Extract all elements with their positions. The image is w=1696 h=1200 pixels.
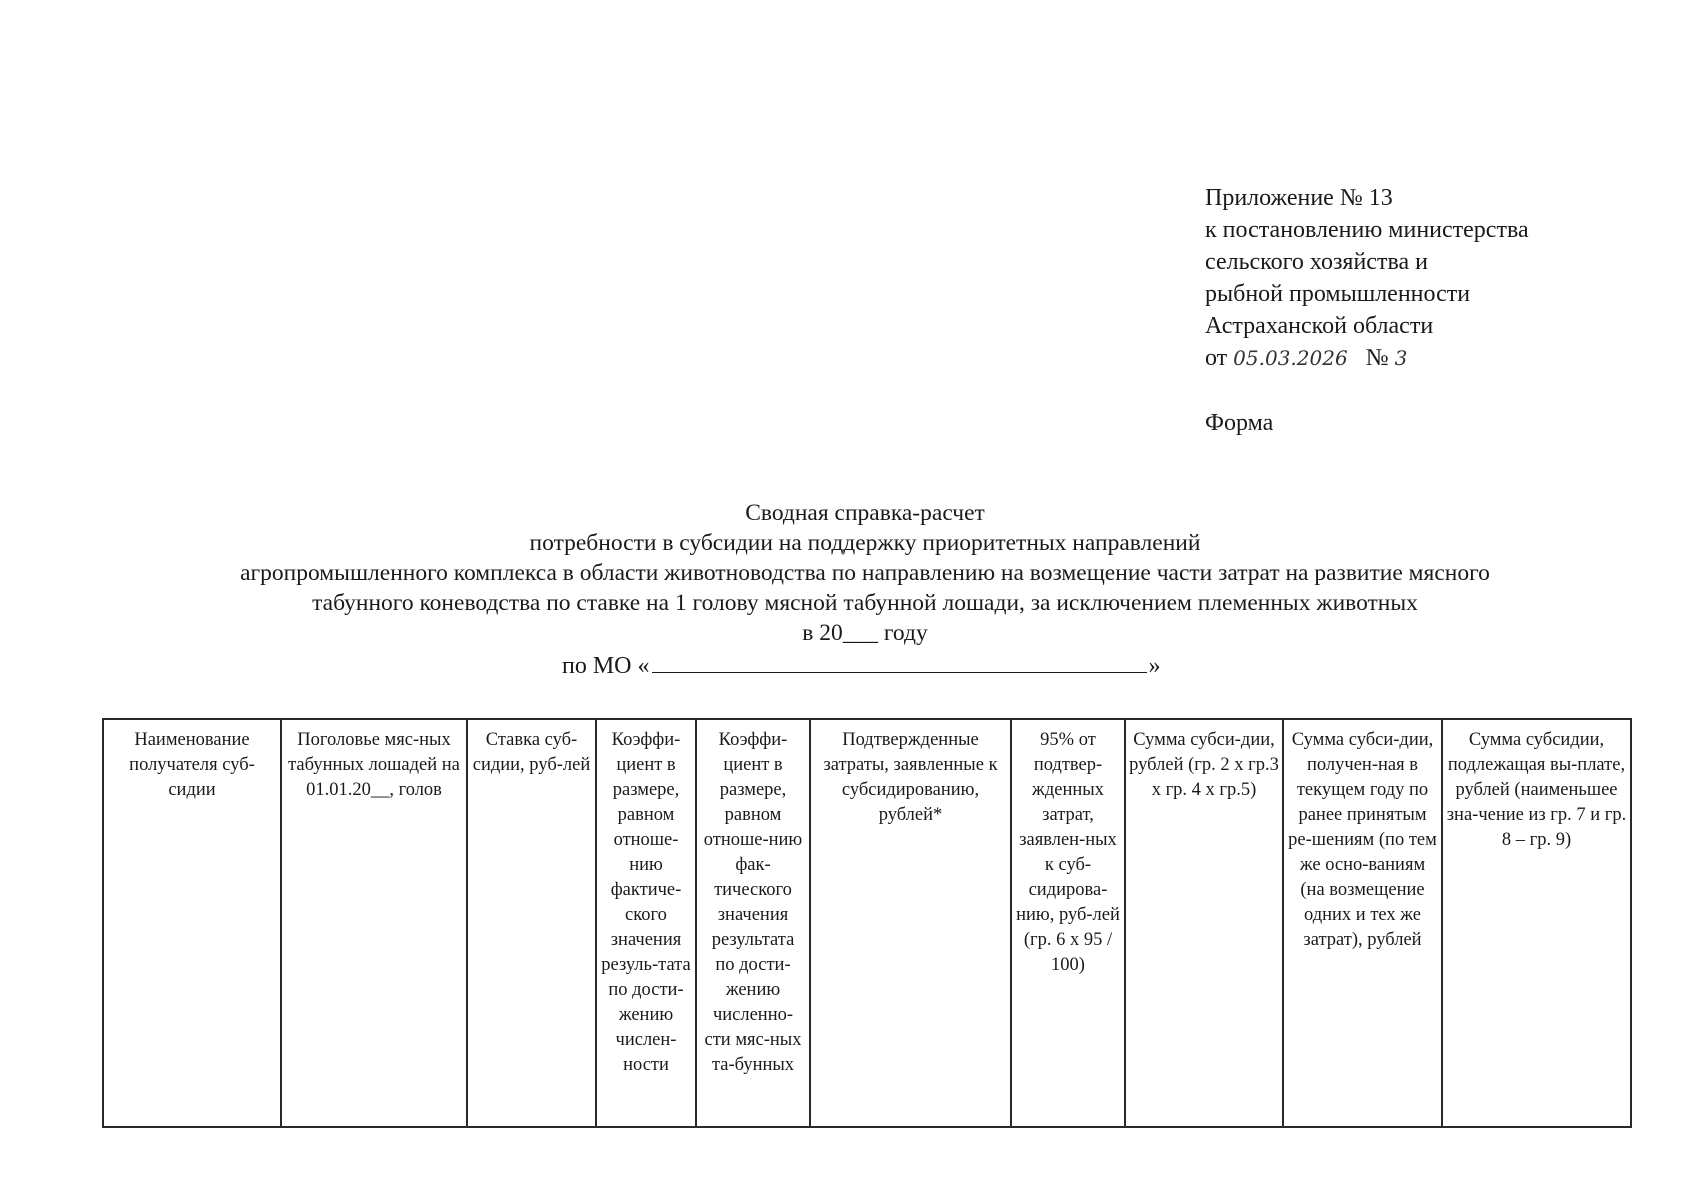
column-header: Коэффи-циент в размере, равном отноше-нию фактиче-ского значения резуль-тата по дости-жению числен-ности xyxy=(596,719,696,1127)
column-header: Коэффи-циент в размере, равном отноше-нию фак-тического значения результата по дости-жению численно-сти мяс-ных та-бунных xyxy=(696,719,810,1127)
mo-line xyxy=(562,652,1161,680)
annex-line: к постановлению министерства xyxy=(1205,217,1529,243)
mo-blank-line xyxy=(652,652,1147,673)
annex-number: 3 xyxy=(1394,346,1408,370)
annex-date-line xyxy=(1205,342,1685,374)
title-line: потребности в субсидии на поддержку приоритетных направлений xyxy=(529,530,1201,556)
annex-line: рыбной промышленности xyxy=(1205,281,1471,307)
mo-prefix: по МО « xyxy=(562,653,650,679)
annex-line: Приложение № 13 xyxy=(1205,185,1393,211)
table-header-row xyxy=(103,719,1631,1127)
column-header: Ставка суб-сидии, руб-лей xyxy=(467,719,596,1127)
title-line: агропромышленного комплекса в области животноводства по направлению на возмещение части затрат на развитие мясного xyxy=(240,560,1490,586)
column-header: Подтвержденные затраты, заявленные к субсидированию, рублей* xyxy=(810,719,1011,1127)
form-label: Форма xyxy=(1205,410,1274,436)
title-line: табунного коневодства по ставке на 1 голову мясной табунной лошади, за исключением племенных животных xyxy=(312,590,1418,616)
subsidy-table xyxy=(102,718,1632,1128)
title-line: Сводная справка-расчет xyxy=(745,500,985,526)
document-title xyxy=(130,498,1600,648)
column-header: Сумма субси-дии, рублей (гр. 2 х гр.3 х гр. 4 х гр.5) xyxy=(1125,719,1283,1127)
column-header: Сумма субси-дии, получен-ная в текущем году по ранее принятым ре-шениям (по тем же осно-ваниям (на возмещение одних и тех же затрат), рублей xyxy=(1283,719,1442,1127)
column-header: Сумма субсидии, подлежащая вы-плате, рублей (наименьшее зна-чение из гр. 7 и гр. 8 – гр. 9) xyxy=(1442,719,1631,1127)
annex-line: Астраханской области xyxy=(1205,313,1434,339)
annex-date: 05.03.2026 xyxy=(1233,346,1348,370)
column-header: 95% от подтвер-жденных затрат, заявлен-ных к суб-сидирова-нию, руб-лей (гр. 6 x 95 / 100) xyxy=(1011,719,1125,1127)
annex-block xyxy=(1205,182,1685,374)
title-line: в 20___ году xyxy=(802,620,928,646)
annex-from-prefix: от xyxy=(1205,345,1228,371)
mo-suffix: » xyxy=(1148,653,1161,679)
column-header: Наименование получателя суб-сидии xyxy=(103,719,281,1127)
column-header: Поголовье мяс-ных табунных лошадей на 01.01.20__, голов xyxy=(281,719,467,1127)
annex-number-prefix: № xyxy=(1365,345,1389,371)
annex-line: сельского хозяйства и xyxy=(1205,249,1428,275)
